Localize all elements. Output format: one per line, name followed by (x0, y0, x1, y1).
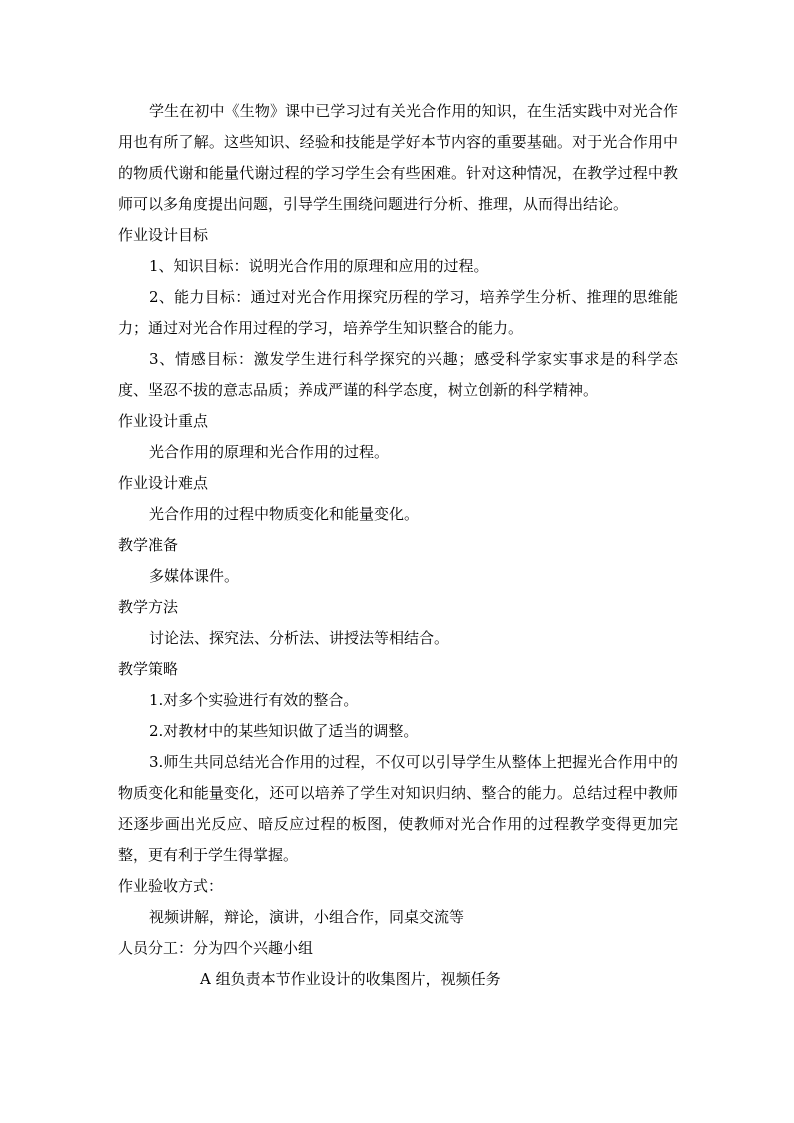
objective-item-emotion: 3、情感目标：激发学生进行科学探究的兴趣；感受科学家实事求是的科学态度、坚忍不拔的意志品质；养成严谨的科学态度，树立创新的科学精神。 (118, 350, 678, 399)
intro-paragraph: 学生在初中《生物》课中已学习过有关光合作用的知识，在生活实践中对光合作用也有所了解。这些知识、经验和技能是学好本节内容的重要基础。对于光合作用中的物质代谢和能量代谢过程的学习学生会有些困难。针对这种情况，在教学过程中教师可以多角度提出问题，引导学生围绕问题进行分析、推理，从而得出结论。 (118, 102, 678, 213)
objective-item-knowledge: 1、知识目标：说明光合作用的原理和应用的过程。 (149, 257, 489, 275)
objective-item-ability: 2、能力目标：通过对光合作用探究历程的学习，培养学生分析、推理的思维能力；通过对光合作用过程的学习，培养学生知识整合的能力。 (118, 288, 678, 337)
methods-text: 讨论法、探究法、分析法、讲授法等相结合。 (149, 629, 450, 647)
strategy-item-1: 1.对多个实验进行有效的整合。 (149, 691, 359, 709)
preparation-heading: 教学准备 (118, 536, 179, 554)
acceptance-heading: 作业验收方式： (118, 877, 224, 895)
strategy-heading: 教学策略 (118, 660, 179, 678)
difficulties-heading: 作业设计难点 (118, 474, 209, 492)
methods-heading: 教学方法 (118, 598, 179, 616)
preparation-text: 多媒体课件。 (149, 567, 240, 585)
document-body (118, 96, 678, 995)
difficulties-text: 光合作用的过程中物质变化和能量变化。 (149, 505, 420, 523)
objectives-heading: 作业设计目标 (118, 226, 209, 244)
acceptance-text: 视频讲解，辩论，演讲，小组合作，同桌交流等 (149, 908, 465, 926)
strategy-item-2: 2.对教材中的某些知识做了适当的调整。 (149, 722, 419, 740)
key-points-text: 光合作用的原理和光合作用的过程。 (149, 443, 390, 461)
grouping-heading: 人员分工：分为四个兴趣小组 (118, 939, 314, 957)
strategy-item-3: 3.师生共同总结光合作用的过程，不仅可以引导学生从整体上把握光合作用中的物质变化和能量变化，还可以培养了学生对知识归纳、整合的能力。总结过程中教师还逐步画出光反应、暗反应过程的板图，使教师对光合作用的过程教学变得更加完整，更有利于学生得掌握。 (118, 753, 678, 864)
key-points-heading: 作业设计重点 (118, 412, 209, 430)
group-a-text: A 组负责本节作业设计的收集图片，视频任务 (200, 970, 501, 988)
